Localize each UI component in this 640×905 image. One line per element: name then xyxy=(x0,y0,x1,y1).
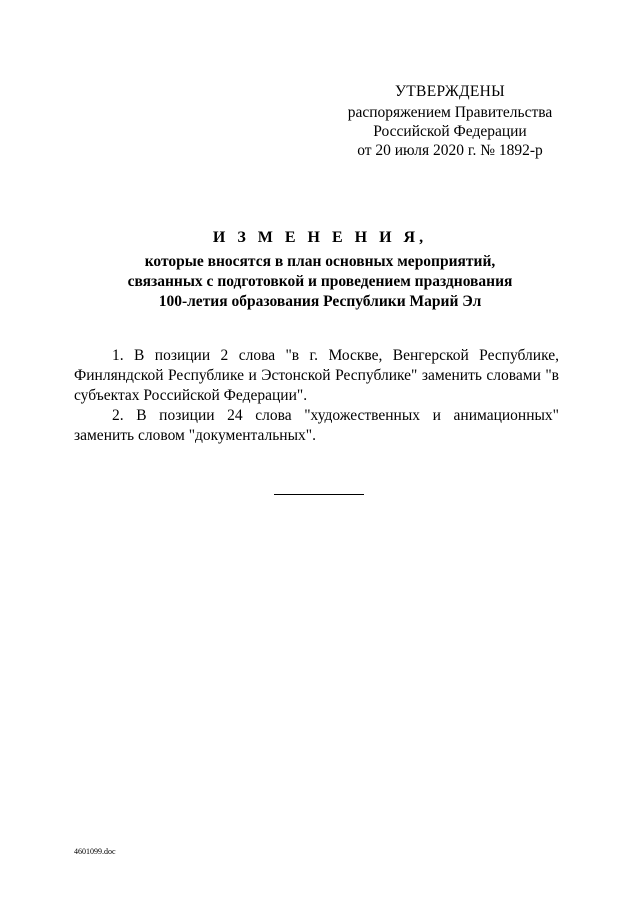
title-line-3: 100-летия образования Республики Марий Эл xyxy=(158,293,482,310)
approval-line-3: от 20 июля 2020 г. № 1892-р xyxy=(357,142,543,159)
approval-stamp xyxy=(330,82,570,160)
approval-line-1: распоряжением Правительства xyxy=(347,104,553,121)
approval-line-2: Российской Федерации xyxy=(373,123,527,140)
document-heading: И З М Е Н Е Н И Я, xyxy=(212,229,428,246)
change-item-1: 1. В позиции 2 слова "в г. Москве, Венгерской Республике, Финляндской Республике и Эстонской Республике" заменить словами "в субъектах Российской Федерации". xyxy=(74,347,559,404)
document-body xyxy=(74,346,559,446)
title-line-2: связанных с подготовкой и проведением празднования xyxy=(127,273,513,290)
document-title xyxy=(90,228,550,312)
end-separator-line xyxy=(274,494,364,495)
footer-file-name: 4601099.doc xyxy=(74,847,116,856)
title-line-1: которые вносятся в план основных мероприятий, xyxy=(144,253,496,270)
approval-title: УТВЕРЖДЕНЫ xyxy=(395,83,505,100)
change-item-2: 2. В позиции 24 слова "художественных и анимационных" заменить словом "документальных". xyxy=(74,407,559,444)
